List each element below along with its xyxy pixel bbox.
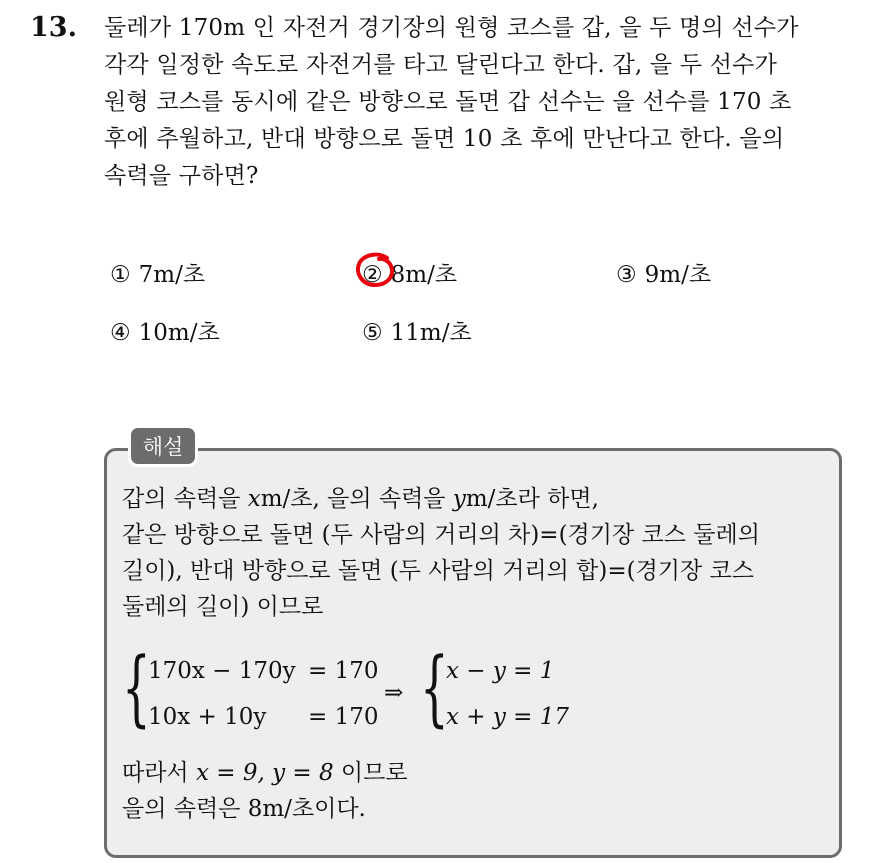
solution-intro-part: m/초, 을의 속력을 [260,486,453,512]
question-line: 속력을 구하면? [104,163,259,189]
solution-intro [122,481,834,517]
question-line: 둘레가 170m 인 자전거 경기장의 원형 코스를 갑, 을 두 명의 선수가 [104,15,799,41]
result-part: 이므로 [333,760,408,786]
choice-mark: ② [362,262,383,288]
choice-label: 11m/초 [390,320,472,346]
equation-left-1-rhs: = 170 [308,658,379,684]
implies-arrow: ⇒ [384,680,404,706]
solution-line: 같은 방향으로 돌면 (두 사람의 거리의 차)=(경기장 코스 둘레의 [122,522,760,548]
solution-text [122,481,834,625]
choice-1[interactable] [110,256,205,289]
result-math: x = 9, y = 8 [195,760,334,786]
question-text [104,10,868,195]
solution-line: 둘레의 길이) 이므로 [122,594,324,620]
solution-intro-part: m/초라 하면, [465,486,599,512]
choice-label: 9m/초 [644,262,712,288]
equation-left-2-rhs: = 170 [308,704,379,730]
solution-conclusion [122,755,834,827]
equation-right-1: x − y = 1 [446,658,555,684]
solution-intro-part: 갑의 속력을 [122,486,248,512]
right-brace: { [420,641,449,736]
choice-5[interactable] [362,314,472,347]
choice-label: 10m/초 [138,320,220,346]
question-number: 13. [30,12,77,43]
solution-line: 길이), 반대 방향으로 돌면 (두 사람의 거리의 합)=(경기장 코스 [122,558,754,584]
solution-final-line: 을의 속력은 8m/초이다. [122,796,366,822]
variable-y: y [452,486,466,512]
choice-mark: ① [110,262,131,288]
choice-mark: ④ [110,320,131,346]
equation-right-2: x + y = 17 [446,704,570,730]
result-part: 따라서 [122,760,196,786]
choice-3[interactable] [616,256,711,289]
equation-left-2: 10x + 10y [148,704,267,730]
choice-label: 8m/초 [390,262,458,288]
equation-left-1: 170x − 170y [148,658,296,684]
variable-x: x [247,486,261,512]
solution-result-line [122,755,834,791]
left-brace: { [122,641,151,736]
question-line: 원형 코스를 동시에 같은 방향으로 돌면 갑 선수는 을 선수를 170 초 [104,89,792,115]
choice-4[interactable] [110,314,220,347]
question-line: 후에 추월하고, 반대 방향으로 돌면 10 초 후에 만난다고 한다. 을의 [104,126,785,152]
choice-mark: ③ [616,262,637,288]
choice-mark: ⑤ [362,320,383,346]
equation-system [122,641,622,742]
answer-circle-annotation [353,250,399,290]
question-line: 각각 일정한 속도로 자전거를 타고 달린다고 한다. 갑, 을 두 선수가 [104,52,778,78]
choice-label: 7m/초 [138,262,206,288]
solution-tag: 해설 [128,425,198,467]
